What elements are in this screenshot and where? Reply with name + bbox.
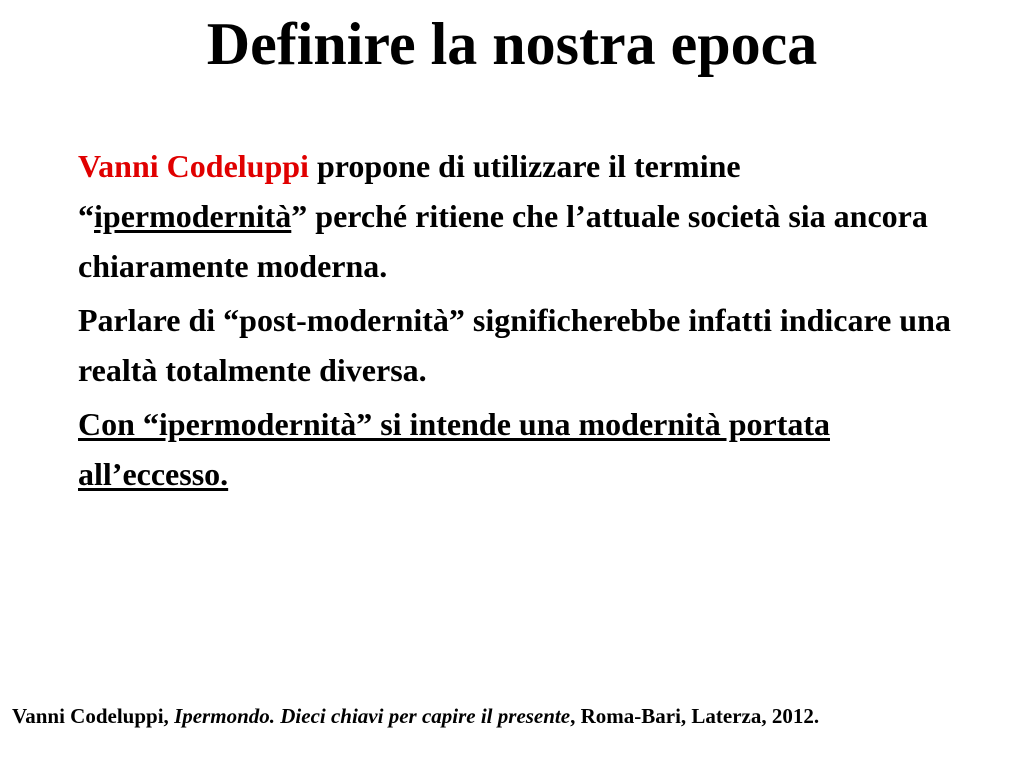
- paragraph-definition: [78, 399, 958, 499]
- citation-book-title: Ipermondo. Dieci chiavi per capire il presente: [174, 704, 571, 728]
- paragraph-post-modernita: Parlare di “post-modernità” significherebbe infatti indicare una realtà totalmente diversa.: [78, 302, 951, 388]
- definition-text: Con “ipermodernità” si intende una modernità portata all’eccesso.: [78, 406, 830, 492]
- paragraph1-text-a: propone di utilizzare il termine “: [78, 148, 741, 234]
- term-ipermodernita: ipermodernità: [94, 198, 292, 234]
- paragraph1-text-b: ” perché ritiene che l’attuale società sia ancora chiaramente moderna.: [78, 198, 928, 284]
- bibliographic-citation: [12, 700, 1012, 733]
- citation-publisher: , Roma-Bari, Laterza, 2012.: [570, 704, 820, 728]
- slide-body: [78, 141, 958, 503]
- paragraph-codeluppi-proposal: [78, 141, 958, 291]
- citation-author: Vanni Codeluppi,: [12, 704, 175, 728]
- author-name-highlight: Vanni Codeluppi: [78, 148, 309, 184]
- slide-title: Definire la nostra epoca: [206, 11, 818, 77]
